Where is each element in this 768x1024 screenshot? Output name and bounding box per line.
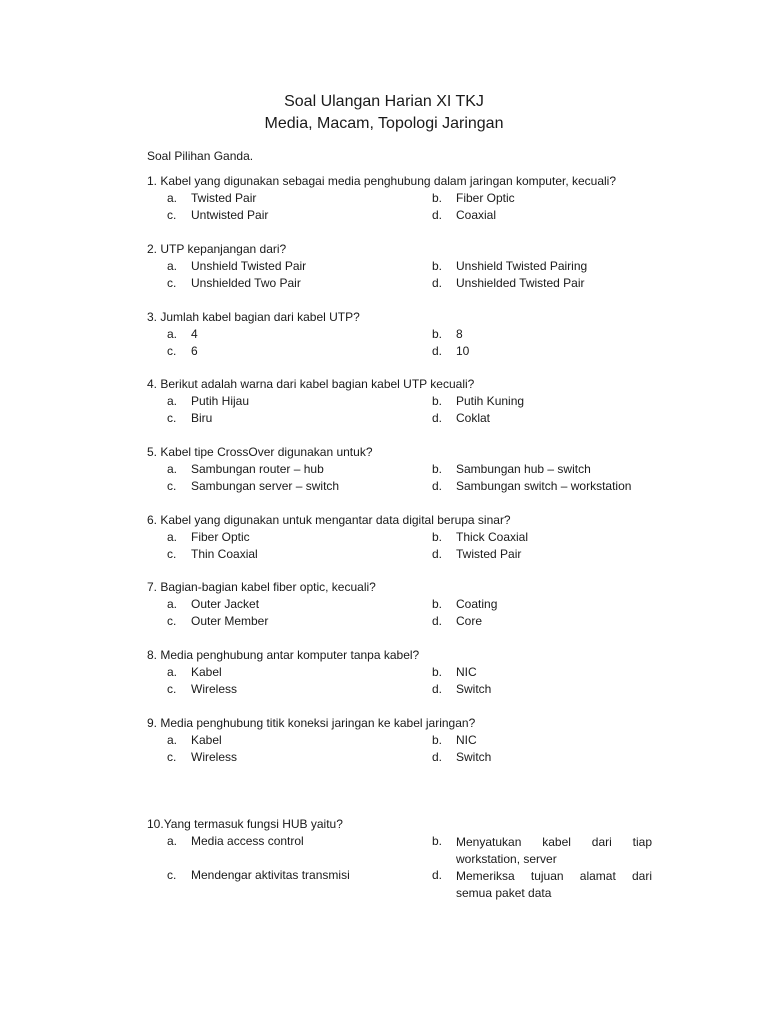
document-subtitle: Media, Macam, Topologi Jaringan (264, 115, 504, 132)
section-label: Soal Pilihan Ganda. (147, 149, 254, 163)
document-title: Soal Ulangan Harian XI TKJ (284, 93, 484, 110)
